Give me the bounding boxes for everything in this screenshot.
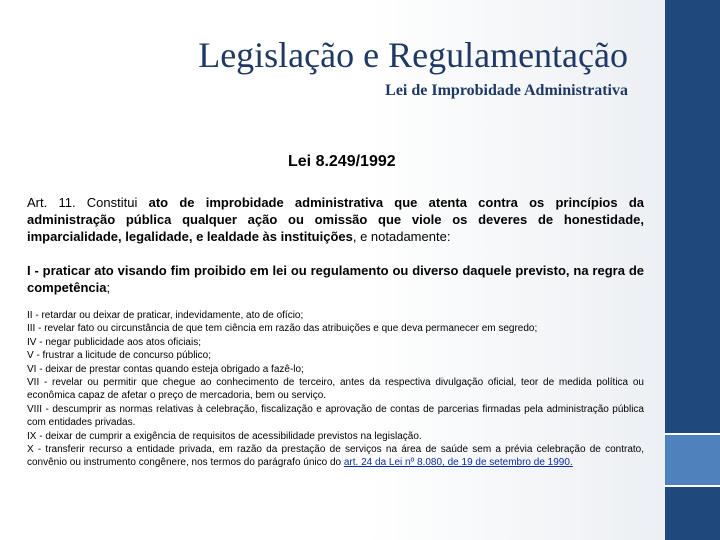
law-content xyxy=(27,194,644,470)
inciso-i-bold: I - praticar ato visando fim proibido em lei ou regulamento ou diverso daquele previsto, na regra de competência xyxy=(27,263,644,295)
list-item: VI - deixar de prestar contas quando esteja obrigado a fazê-lo; xyxy=(27,363,304,375)
sidebar-block-top xyxy=(665,0,720,433)
sidebar-block-bottom xyxy=(665,487,720,540)
list-item: IV - negar publicidade aos atos oficiais; xyxy=(27,336,201,348)
slide-title: Legislação e Regulamentação xyxy=(198,35,628,75)
sidebar-decoration xyxy=(665,0,720,540)
article-intro: Art. 11. Constitui xyxy=(27,195,138,210)
inciso-i-tail: ; xyxy=(106,280,111,295)
article-11 xyxy=(27,194,644,245)
list-item: VII - revelar ou permitir que chegue ao conhecimento de terceiro, antes da respectiva divulgação oficial, teor de medida política ou econômica capaz de afetar o preço de mercadoria, bem ou serviço. xyxy=(27,377,644,402)
article-tail: , e notadamente: xyxy=(352,229,451,244)
law-heading: Lei 8.249/1992 xyxy=(288,153,396,170)
list-item: II - retardar ou deixar de praticar, indevidamente, ato de ofício; xyxy=(27,310,304,321)
inciso-i xyxy=(27,262,644,296)
incisos-list xyxy=(27,309,644,470)
lei-8080-link[interactable]: art. 24 da Lei nº 8.080, de 19 de setembro de 1990. xyxy=(343,457,573,469)
list-item: IX - deixar de cumprir a exigência de requisitos de acessibilidade previstos na legislação. xyxy=(27,430,422,442)
list-item: III - revelar fato ou circunstância de que tem ciência em razão das atribuições e que deva permanecer em segredo; xyxy=(27,323,538,335)
article-bold-text: ato de improbidade administrativa que atenta contra os princípios da administração pública qualquer ação ou omissão que viole os deveres de honestidade, imparcialidade, legalidade, e lealdade às instituições xyxy=(27,195,644,244)
slide-subtitle: Lei de Improbidade Administrativa xyxy=(385,82,628,99)
sidebar-block-middle xyxy=(665,435,720,485)
list-item: VIII - descumprir as normas relativas à celebração, fiscalização e aprovação de contas de parcerias firmadas pela administração pública com entidades privadas. xyxy=(27,403,644,429)
inciso-x-text: X - transferir recurso a entidade privada, em razão da prestação de serviços na área de saúde sem a prévia celebração de contrato, convênio ou instrumento congênere, nos termos do parágrafo único do xyxy=(27,444,644,469)
list-item: V - frustrar a licitude de concurso público; xyxy=(27,350,211,362)
list-item-inciso-x xyxy=(27,443,644,470)
